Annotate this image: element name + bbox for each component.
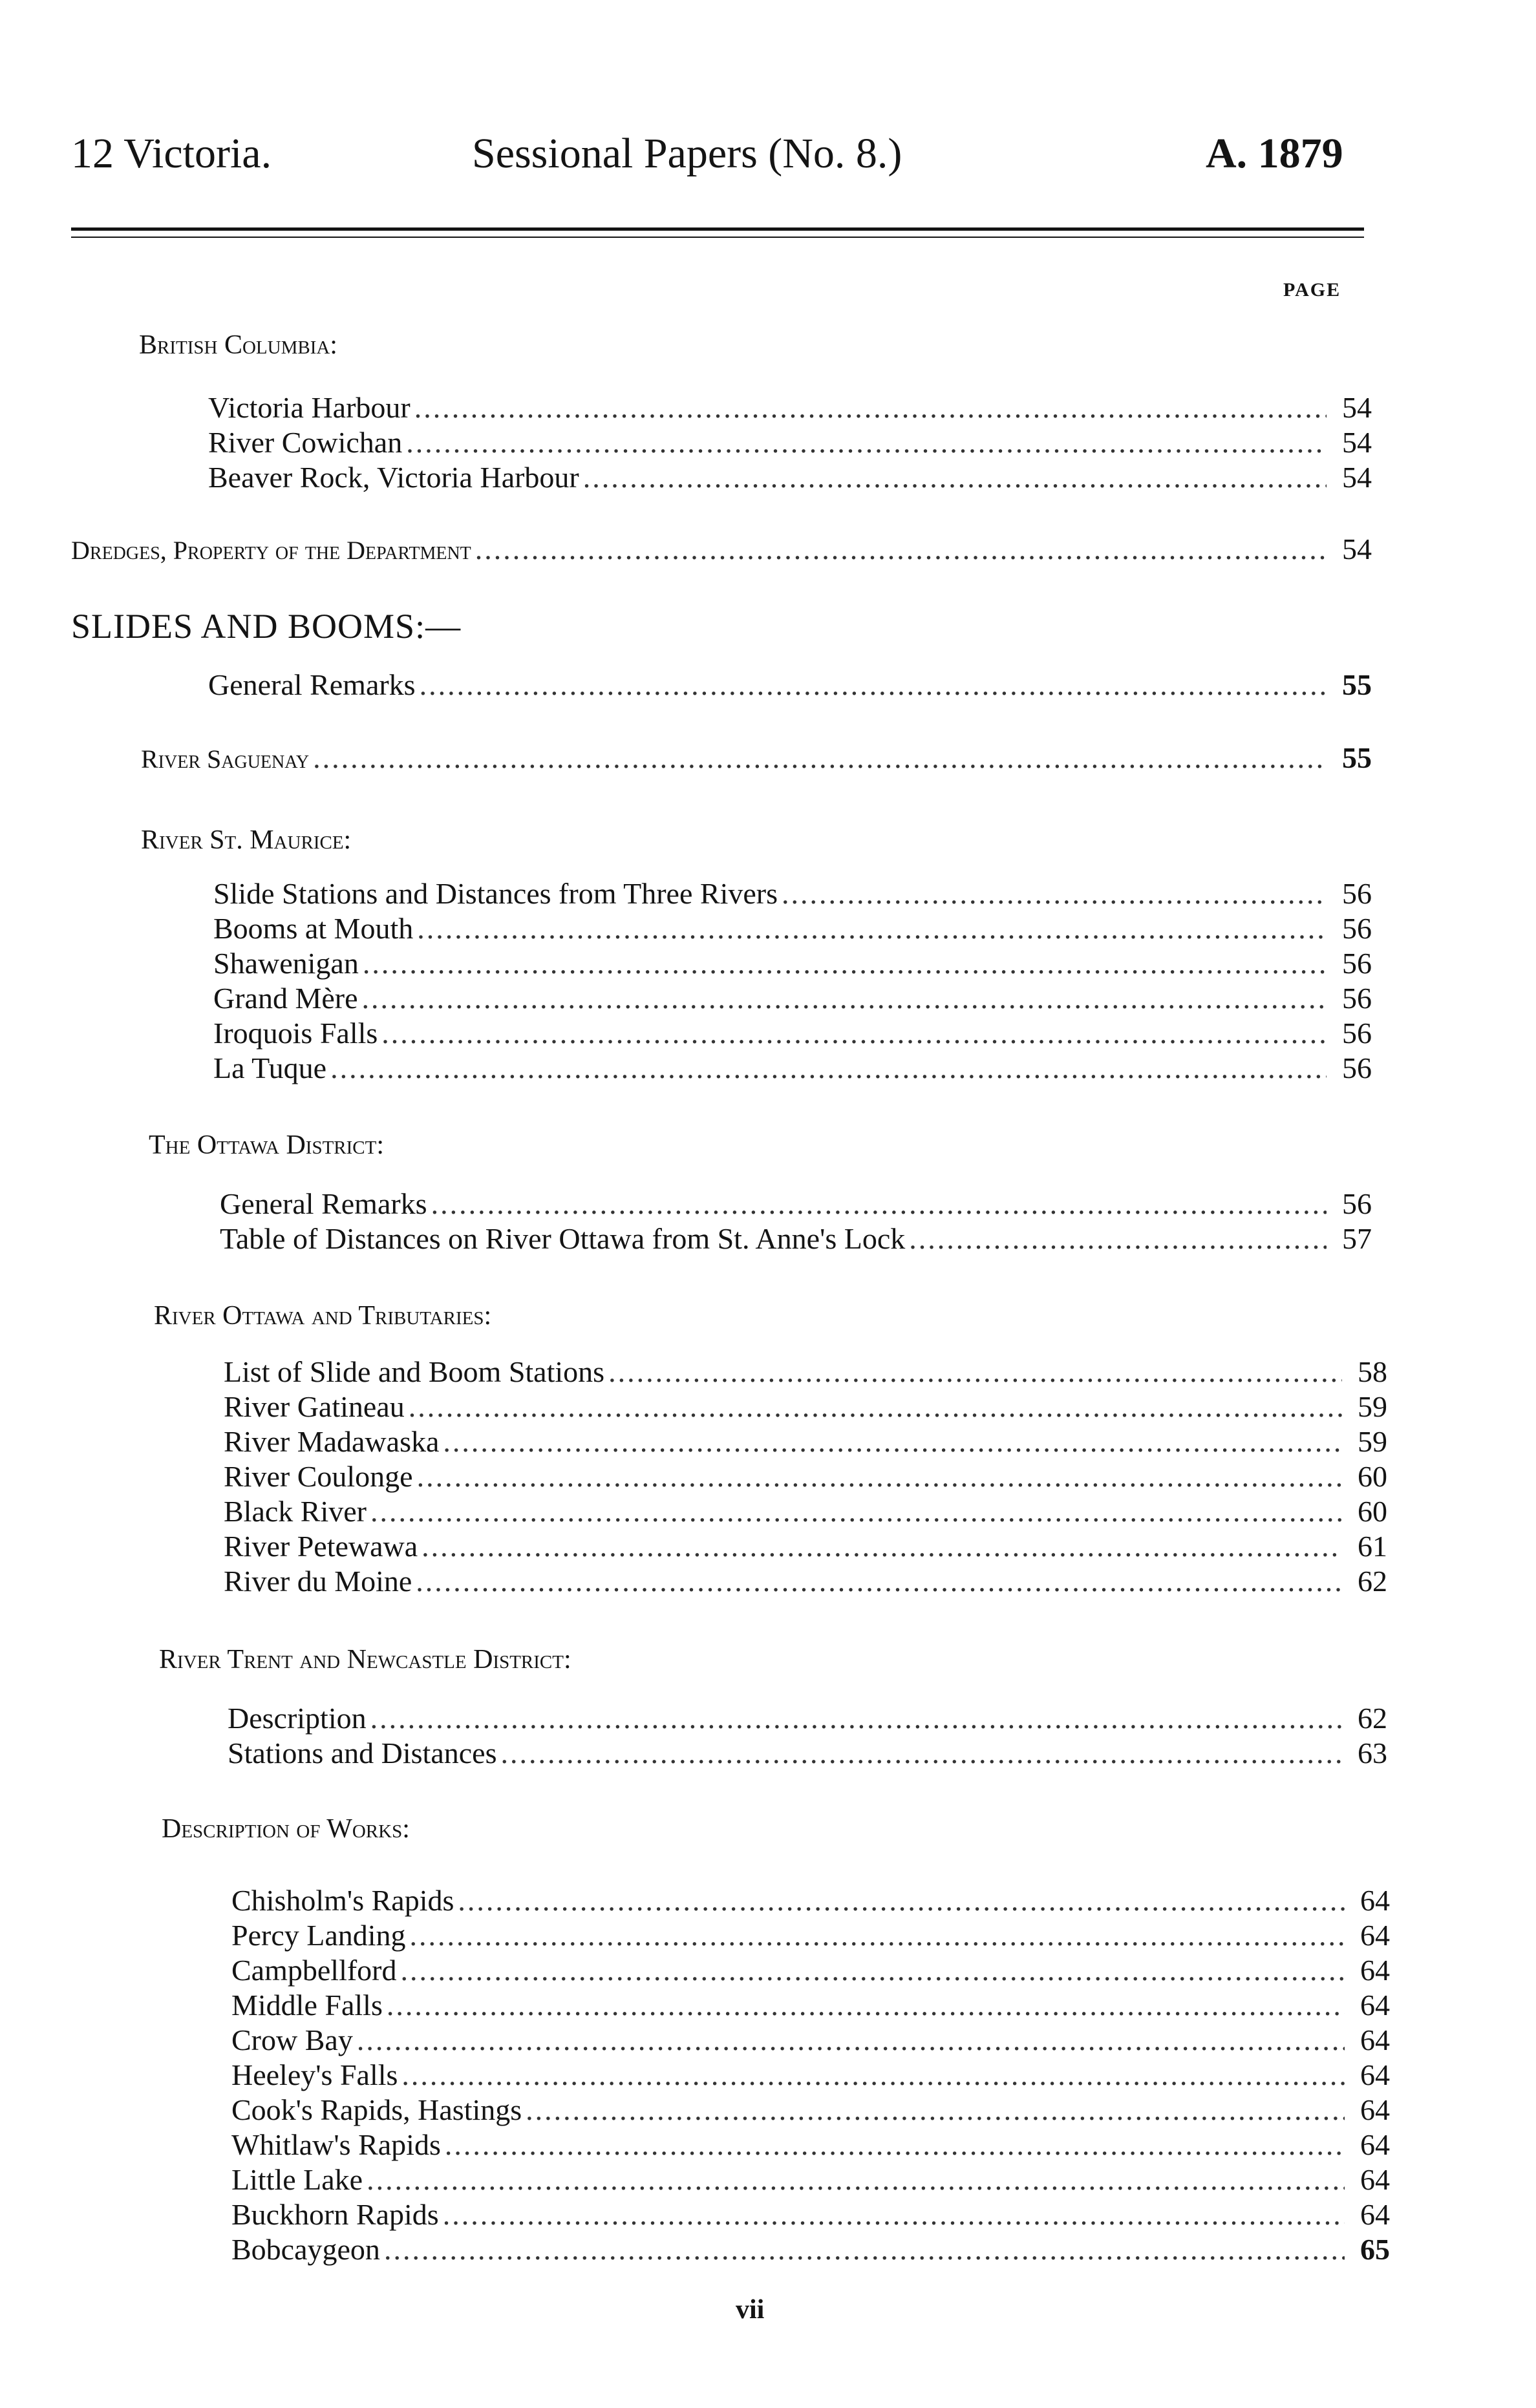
entry-page: 64 [1360, 1884, 1390, 1917]
entry-title: Percy Landing [231, 1919, 406, 1952]
entry-title: Heeley's Falls [231, 2058, 398, 2091]
toc-entry [213, 1016, 1372, 1051]
section-heading-river-st-maurice: River St. Maurice: [141, 825, 352, 855]
toc-entry [231, 2023, 1390, 2058]
toc-entry [231, 2128, 1390, 2162]
leader-dots [526, 2093, 1345, 2128]
header-year: A. 1879 [1206, 130, 1343, 177]
toc-entry [231, 1883, 1390, 1918]
toc-entry [213, 911, 1372, 946]
entry-page: 60 [1358, 1495, 1387, 1528]
toc-entry [224, 1529, 1387, 1564]
toc-entry [224, 1355, 1387, 1389]
toc-entry [213, 981, 1372, 1016]
entry-title: General Remarks [220, 1187, 427, 1220]
leader-dots [417, 911, 1327, 946]
entry-title: Middle Falls [231, 1989, 383, 2022]
toc-entry [228, 1701, 1387, 1736]
toc-entry [224, 1459, 1387, 1494]
entry-page: 57 [1342, 1222, 1372, 1255]
entry-title: Booms at Mouth [213, 912, 414, 945]
entry-title: River Gatineau [224, 1390, 405, 1423]
toc-entry-dredges [71, 532, 1372, 567]
toc-entry [208, 668, 1372, 702]
leader-dots [370, 1701, 1342, 1736]
toc-entry [231, 2162, 1390, 2197]
toc-entry [208, 390, 1372, 425]
leader-dots [401, 1953, 1345, 1988]
toc-entry [231, 1988, 1390, 2023]
entry-page: 54 [1342, 533, 1372, 565]
entry-title: Bobcaygeon [231, 2233, 380, 2266]
entry-page: 64 [1360, 2198, 1390, 2231]
toc-entry [220, 1187, 1372, 1221]
entry-title: La Tuque [213, 1051, 327, 1084]
entry-page: 56 [1342, 1017, 1372, 1050]
running-header [71, 129, 1364, 200]
toc-entry [208, 425, 1372, 460]
leader-dots [416, 1564, 1342, 1599]
entry-title: Cook's Rapids, Hastings [231, 2093, 522, 2126]
entry-title: Black River [224, 1495, 367, 1528]
toc-entry [224, 1564, 1387, 1599]
leader-dots [410, 1918, 1345, 1953]
entry-title: Beaver Rock, Victoria Harbour [208, 461, 579, 494]
entry-page: 65 [1360, 2233, 1390, 2266]
leader-dots [421, 1529, 1342, 1564]
entry-page: 61 [1358, 1530, 1387, 1563]
toc-entry [213, 876, 1372, 911]
entry-page: 54 [1342, 391, 1372, 424]
section-heading-river-trent: River Trent and Newcastle District: [159, 1645, 571, 1674]
entry-page: 64 [1360, 1989, 1390, 2022]
leader-dots [501, 1736, 1343, 1771]
leader-dots [431, 1187, 1327, 1221]
entry-page: 56 [1342, 1187, 1372, 1220]
entry-page: 56 [1342, 982, 1372, 1015]
header-rule-thick [71, 227, 1364, 231]
entry-title: Grand Mère [213, 982, 358, 1015]
leader-dots [414, 390, 1327, 425]
leader-dots [782, 876, 1327, 911]
toc-entry [213, 946, 1372, 981]
entry-title: Chisholm's Rapids [231, 1884, 454, 1917]
page-column-label: PAGE [1283, 279, 1341, 301]
leader-dots [583, 460, 1327, 495]
entry-page: 55 [1342, 741, 1372, 774]
entry-page: 59 [1358, 1425, 1387, 1458]
leader-dots [406, 425, 1327, 460]
leader-dots [443, 1424, 1342, 1459]
toc-entry [220, 1221, 1372, 1256]
toc-entry [224, 1424, 1387, 1459]
entry-page: 64 [1360, 2128, 1390, 2161]
entry-page: 64 [1360, 2023, 1390, 2056]
entry-title: Campbellford [231, 1954, 397, 1987]
section-heading-british-columbia: British Columbia: [139, 330, 337, 360]
entry-page: 54 [1342, 426, 1372, 459]
leader-dots [367, 2162, 1345, 2197]
entry-title: River du Moine [224, 1565, 412, 1598]
entry-page: 56 [1342, 912, 1372, 945]
entry-title: Stations and Distances [228, 1737, 497, 1769]
entry-title: Table of Distances on River Ottawa from St. Anne's Lock [220, 1222, 906, 1255]
entry-title: Buckhorn Rapids [231, 2198, 439, 2231]
entry-page: 54 [1342, 461, 1372, 494]
section-heading-slides-booms: SLIDES AND BOOMS:— [71, 607, 462, 646]
header-volume: 12 Victoria. [71, 130, 272, 177]
header-title: Sessional Papers (No. 8.) [472, 130, 902, 177]
leader-dots [313, 741, 1327, 776]
leader-dots [443, 2197, 1345, 2232]
leader-dots [401, 2058, 1345, 2093]
leader-dots [357, 2023, 1345, 2058]
entry-title: Little Lake [231, 2163, 363, 2196]
toc-entry [231, 1953, 1390, 1988]
toc-entry-river-saguenay [141, 741, 1372, 776]
leader-dots [384, 2232, 1345, 2267]
entry-title: River Coulonge [224, 1460, 413, 1493]
entry-title: River Madawaska [224, 1425, 440, 1458]
entry-title: Description [228, 1702, 367, 1735]
toc-entry [231, 2232, 1390, 2267]
toc-entry [231, 2093, 1390, 2128]
section-heading-ottawa-district: The Ottawa District: [149, 1130, 385, 1160]
entry-page: 63 [1358, 1737, 1387, 1769]
toc-entry [231, 2197, 1390, 2232]
entry-title: Shawenigan [213, 947, 359, 980]
entry-title: Whitlaw's Rapids [231, 2128, 441, 2161]
leader-dots [363, 946, 1327, 981]
leader-dots [409, 1389, 1342, 1424]
entry-title: Iroquois Falls [213, 1017, 378, 1050]
leader-dots [381, 1016, 1327, 1051]
toc-entry [224, 1494, 1387, 1529]
section-heading-description-of-works: Description of Works: [162, 1814, 410, 1844]
leader-dots [420, 668, 1327, 702]
leader-dots [417, 1459, 1342, 1494]
entry-page: 58 [1358, 1355, 1387, 1388]
entry-title: River Petewawa [224, 1530, 418, 1563]
entry-page: 56 [1342, 877, 1372, 910]
entry-title: Victoria Harbour [208, 391, 411, 424]
entry-page: 59 [1358, 1390, 1387, 1423]
entry-title: List of Slide and Boom Stations [224, 1355, 605, 1388]
entry-page: 55 [1342, 668, 1372, 701]
section-heading-river-ottawa-tributaries: River Ottawa and Tributaries: [154, 1301, 492, 1331]
entry-page: 64 [1360, 1954, 1390, 1987]
entry-page: 56 [1342, 947, 1372, 980]
toc-entry [231, 1918, 1390, 1953]
toc-entry [213, 1051, 1372, 1086]
entry-page: 64 [1360, 1919, 1390, 1952]
toc-entry [228, 1736, 1387, 1771]
leader-dots [475, 532, 1327, 567]
leader-dots [330, 1051, 1327, 1086]
header-rule-thin [71, 237, 1364, 238]
leader-dots [370, 1494, 1342, 1529]
entry-title: Crow Bay [231, 2023, 353, 2056]
page-number-footer: vii [736, 2295, 765, 2325]
leader-dots [608, 1355, 1342, 1389]
leader-dots [458, 1883, 1345, 1918]
toc-entry [208, 460, 1372, 495]
toc-entry [231, 2058, 1390, 2093]
leader-dots [909, 1221, 1327, 1256]
entry-title: River Saguenay [141, 745, 310, 774]
entry-page: 60 [1358, 1460, 1387, 1493]
leader-dots [387, 1988, 1345, 2023]
entry-title: River Cowichan [208, 426, 403, 459]
entry-page: 62 [1358, 1702, 1387, 1735]
entry-page: 64 [1360, 2093, 1390, 2126]
entry-title: General Remarks [208, 668, 416, 701]
entry-page: 62 [1358, 1565, 1387, 1598]
entry-page: 56 [1342, 1051, 1372, 1084]
leader-dots [362, 981, 1327, 1016]
toc-entry [224, 1389, 1387, 1424]
entry-title: Dredges, Property of the Department [71, 536, 471, 565]
entry-title: Slide Stations and Distances from Three Rivers [213, 877, 778, 910]
leader-dots [445, 2128, 1345, 2162]
entry-page: 64 [1360, 2058, 1390, 2091]
entry-page: 64 [1360, 2163, 1390, 2196]
